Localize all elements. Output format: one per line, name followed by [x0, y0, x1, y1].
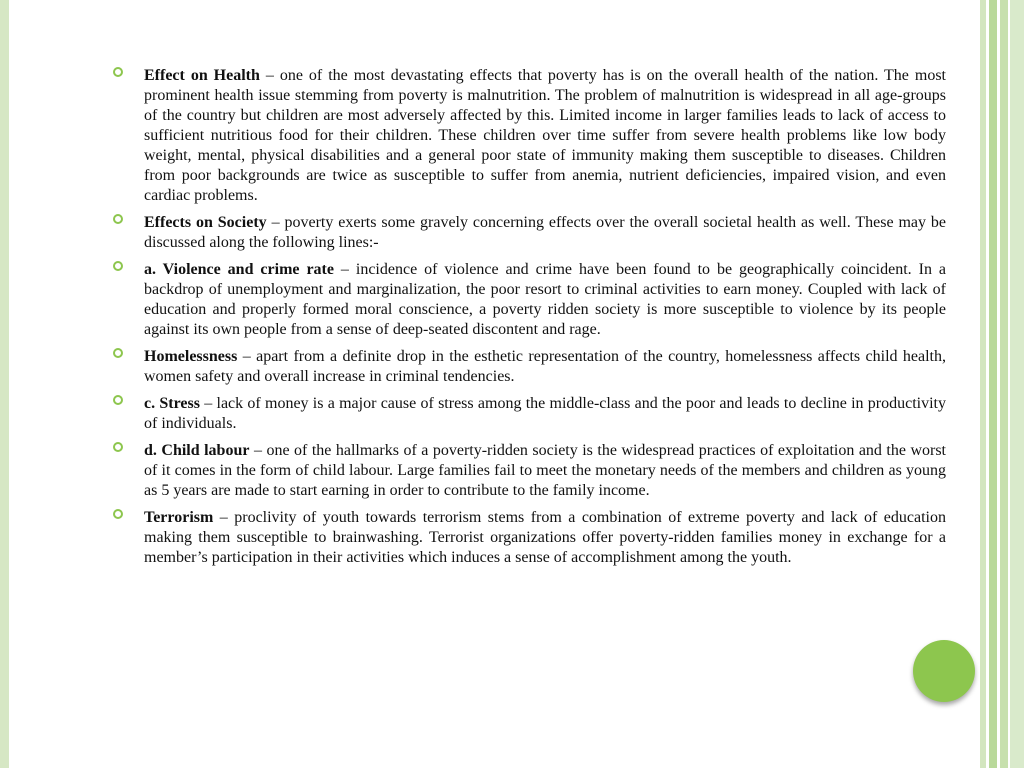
list-item [144, 213, 946, 253]
list-item [144, 66, 946, 206]
item-term: Effect on Health [144, 67, 260, 84]
list-item [144, 394, 946, 434]
hollow-circle-bullet-icon [113, 261, 123, 271]
hollow-circle-bullet-icon [113, 348, 123, 358]
item-term: a. Violence and crime rate [144, 261, 334, 278]
item-term: c. Stress [144, 395, 200, 412]
slide-content [0, 66, 1024, 575]
item-text: – lack of money is a major cause of stress among the middle-class and the poor and leads to decline in productivity of individuals. [144, 395, 946, 432]
item-text: – incidence of violence and crime have been found to be geographically coincident. In a backdrop of unemployment and marginalization, the poor resort to criminal activities to earn money. Coupled with lack of education and properly formed moral conscience, a poverty ridden society is more susceptible to violence by its people against its own people from a sense of deep-seated discontent and rage. [144, 261, 947, 338]
hollow-circle-bullet-icon [113, 509, 123, 519]
list-item [144, 260, 946, 340]
item-term: Terrorism [144, 509, 214, 526]
hollow-circle-bullet-icon [113, 442, 123, 452]
list-item [144, 441, 946, 501]
green-circle-decoration [913, 640, 975, 702]
item-text: – apart from a definite drop in the esthetic representation of the country, homelessness affects child health, women safety and overall increase in criminal tendencies. [144, 348, 946, 385]
list-item [144, 347, 946, 387]
bullet-list [0, 66, 1024, 568]
list-item [144, 508, 946, 568]
item-text: – one of the hallmarks of a poverty-ridden society is the widespread practices of exploitation and the worst of it comes in the form of child labour. Large families fail to meet the monetary needs of the members and children as young as 5 years are made to start earning in order to contribute to the family income. [144, 442, 947, 499]
item-term: Effects on Society [144, 214, 267, 231]
hollow-circle-bullet-icon [113, 395, 123, 405]
item-text: – one of the most devastating effects that poverty has is on the overall health of the nation. The most prominent health issue stemming from poverty is malnutrition. The problem of malnutrition is widespread in all age-groups of the country but children are most adversely affected by this. Limited income in larger families leads to lack of access to sufficient nutritious food for their children. These children over time suffer from severe health problems like low body weight, mental, physical disabilities and a general poor state of immunity making them susceptible to diseases. Children from poor backgrounds are twice as susceptible to suffer from anemia, nutrient deficiencies, impaired vision, and even cardiac problems. [144, 67, 946, 204]
hollow-circle-bullet-icon [113, 67, 123, 77]
hollow-circle-bullet-icon [113, 214, 123, 224]
item-term: d. Child labour [144, 442, 250, 459]
item-term: Homelessness [144, 348, 238, 365]
item-text: – poverty exerts some gravely concerning effects over the overall societal health as well. These may be discussed along the following lines:- [144, 214, 947, 251]
item-text: – proclivity of youth towards terrorism stems from a combination of extreme poverty and lack of education making them susceptible to brainwashing. Terrorist organizations offer poverty-ridden families money in exchange for a member’s participation in their activities which induces a sense of accomplishment among the youth. [144, 509, 946, 566]
